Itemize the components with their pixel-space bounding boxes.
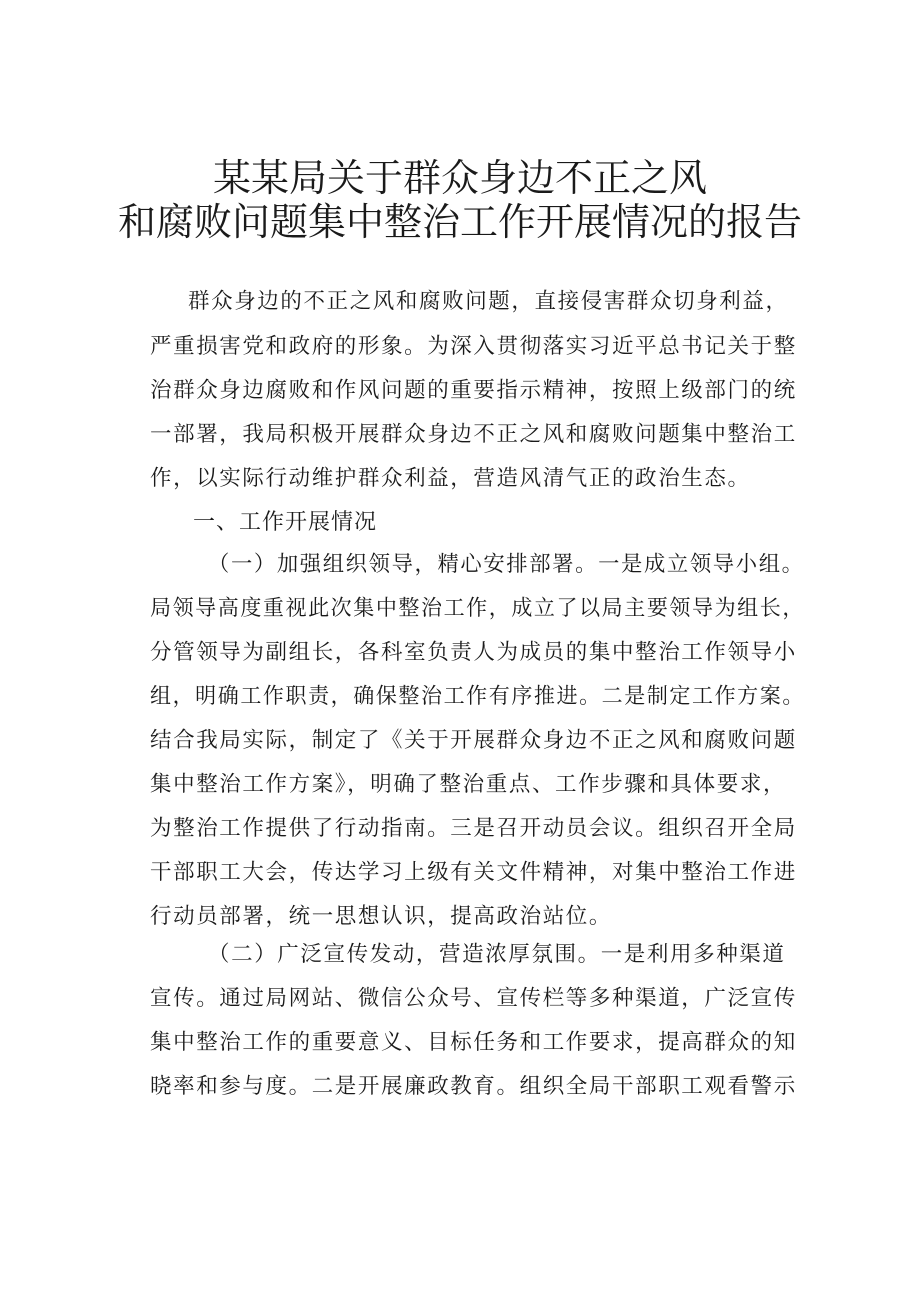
intro-line: 治群众身边腐败和作风问题的重要指示精神，按照上级部门的统 [150, 378, 797, 403]
paragraph-line: 集中整治工作方案》，明确了整治重点、工作步骤和具体要求， [150, 772, 787, 797]
paragraph-line: 行动员部署，统一思想认识，提高政治站位。 [150, 904, 613, 929]
paragraph-line: 组，明确工作职责，确保整治工作有序推进。二是制定工作方案。 [150, 684, 805, 709]
paragraph-line: 局领导高度重视此次集中整治工作，成立了以局主要领导为组长， [150, 596, 805, 621]
paragraph-line: 干部职工大会，传达学习上级有关文件精神，对集中整治工作进 [150, 860, 797, 885]
paragraph-line: 晓率和参与度。二是开展廉政教育。组织全局干部职工观看警示 [150, 1074, 797, 1099]
paragraph-line: 结合我局实际，制定了《关于开展群众身边不正之风和腐败问题 [150, 728, 797, 753]
document-title-line2: 和腐败问题集中整治工作开展情况的报告 [117, 200, 802, 244]
paragraph-line: 集中整治工作的重要意义、目标任务和工作要求，提高群众的知 [150, 1030, 797, 1055]
section-heading: 一、工作开展情况 [193, 510, 378, 535]
paragraph-line: 宣传。通过局网站、微信公众号、宣传栏等多种渠道，广泛宣传 [150, 986, 797, 1011]
paragraph-line: （一）加强组织领导，精心安排部署。一是成立领导小组。 [208, 552, 805, 577]
intro-line: 严重损害党和政府的形象。为深入贯彻落实习近平总书记关于整 [150, 334, 797, 359]
paragraph-line: （二）广泛宣传发动，营造浓厚氛围。一是利用多种渠道 [208, 942, 786, 967]
intro-line: 一部署，我局积极开展群众身边不正之风和腐败问题集中整治工 [150, 422, 797, 447]
intro-line: 群众身边的不正之风和腐败问题，直接侵害群众切身利益， [188, 289, 789, 314]
document-title-line1: 某某局关于群众身边不正之风 [212, 156, 707, 200]
intro-line: 作，以实际行动维护群众利益，营造风清气正的政治生态。 [150, 466, 751, 491]
paragraph-line: 为整治工作提供了行动指南。三是召开动员会议。组织召开全局 [150, 816, 797, 841]
paragraph-line: 分管领导为副组长，各科室负责人为成员的集中整治工作领导小 [150, 640, 797, 665]
